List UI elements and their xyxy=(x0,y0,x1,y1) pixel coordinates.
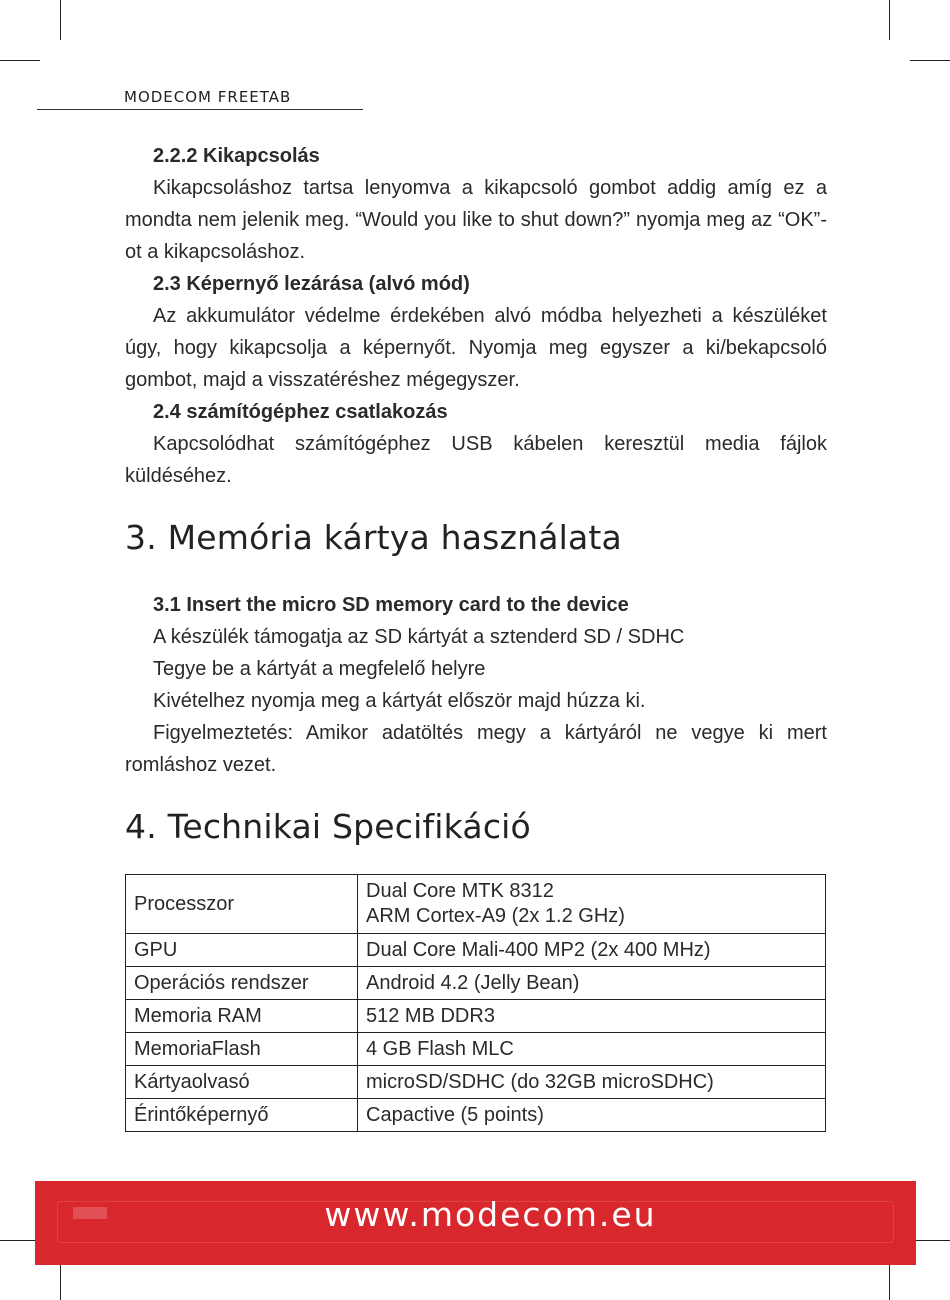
section-title-4: 4. Technikai Specifikáció xyxy=(125,807,531,846)
crop-mark xyxy=(910,60,950,61)
spec-key: MemoriaFlash xyxy=(126,1033,358,1066)
crop-mark xyxy=(910,1240,950,1241)
line-remove-card: Kivételhez nyomja meg a kártyát először majd húzza ki. xyxy=(153,690,646,712)
crop-mark xyxy=(0,60,40,61)
section-title-3: 3. Memória kártya használata xyxy=(125,518,622,557)
spec-key: Érintőképernyő xyxy=(126,1099,358,1132)
page-content xyxy=(125,140,827,846)
table-row xyxy=(126,1033,826,1066)
paragraph-sleep-mode: Az akkumulátor védelme érdekében alvó módba helyezheti a készüléket úgy, hogy kikapcsolja a képernyőt. Nyomja meg egyszer a ki/bekapcsoló gombot, majd a visszatéréshez mégegyszer. xyxy=(125,305,827,391)
paragraph-pc-connection: Kapcsolódhat számítógéphez USB kábelen keresztül media fájlok küldéséhez. xyxy=(125,433,827,487)
spec-value: 4 GB Flash MLC xyxy=(358,1033,826,1066)
spec-value xyxy=(358,875,826,934)
paragraph-warning: Figyelmeztetés: Amikor adatöltés megy a kártyáról ne vegye ki mert romláshoz vezet. xyxy=(125,722,827,776)
spec-key: Kártyaolvasó xyxy=(126,1066,358,1099)
table-row xyxy=(126,1099,826,1132)
table-row xyxy=(126,875,826,934)
table-row xyxy=(126,967,826,1000)
spec-table xyxy=(125,874,826,1132)
spec-value-line: ARM Cortex-A9 (2x 1.2 GHz) xyxy=(366,905,625,927)
footer-url[interactable]: www.modecom.eu xyxy=(324,1195,657,1234)
crop-mark xyxy=(60,1260,61,1300)
spec-value: Capactive (5 points) xyxy=(358,1099,826,1132)
spec-key: Memoria RAM xyxy=(126,1000,358,1033)
spec-value: Dual Core Mali-400 MP2 (2x 400 MHz) xyxy=(358,934,826,967)
heading-2-4: 2.4 számítógéphez csatlakozás xyxy=(153,401,448,423)
table-row xyxy=(126,1000,826,1033)
spec-value: microSD/SDHC (do 32GB microSDHC) xyxy=(358,1066,826,1099)
spec-value-line: Dual Core MTK 8312 xyxy=(366,880,554,902)
spec-key: Processzor xyxy=(126,875,358,934)
crop-mark xyxy=(0,1240,40,1241)
crop-mark xyxy=(60,0,61,40)
footer-banner xyxy=(35,1181,916,1265)
header-title: MODECOM FREETAB xyxy=(124,88,292,106)
running-header xyxy=(37,88,363,110)
heading-3-1: 3.1 Insert the micro SD memory card to the device xyxy=(153,594,629,616)
line-insert-card: Tegye be a kártyát a megfelelő helyre xyxy=(153,658,486,680)
table-row xyxy=(126,1066,826,1099)
paragraph-shutdown: Kikapcsoláshoz tartsa lenyomva a kikapcsoló gombot addig amíg ez a mondta nem jelenik meg. “Would you like to shut down?” nyomja meg az “OK”-ot a kikapcsoláshoz. xyxy=(125,177,827,263)
heading-2-3: 2.3 Képernyő lezárása (alvó mód) xyxy=(153,273,470,295)
heading-2-2-2: 2.2.2 Kikapcsolás xyxy=(153,145,320,167)
crop-mark xyxy=(889,1260,890,1300)
spec-value: Android 4.2 (Jelly Bean) xyxy=(358,967,826,1000)
spec-key: GPU xyxy=(126,934,358,967)
line-sd-support: A készülék támogatja az SD kártyát a sztenderd SD / SDHC xyxy=(153,626,685,648)
table-row xyxy=(126,934,826,967)
spec-key: Operációs rendszer xyxy=(126,967,358,1000)
spec-value: 512 MB DDR3 xyxy=(358,1000,826,1033)
crop-mark xyxy=(889,0,890,40)
